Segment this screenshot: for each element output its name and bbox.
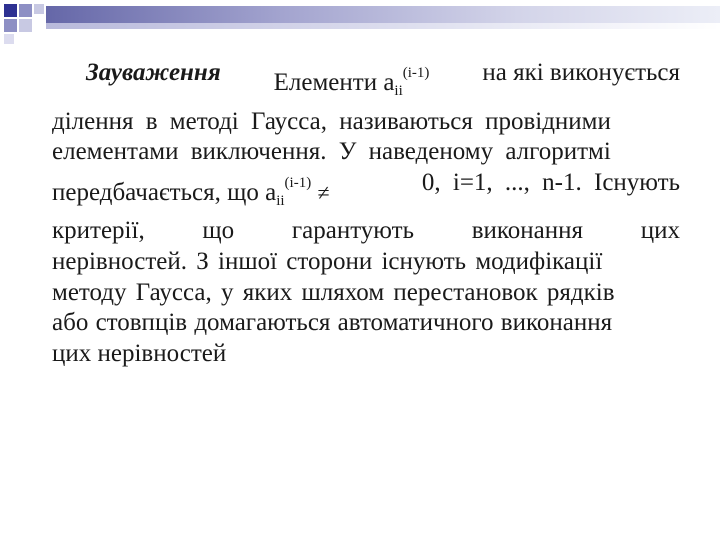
word: критерії,: [52, 217, 145, 245]
text-line: методу Гаусса, у яких шляхом перестановок рядків: [52, 278, 615, 306]
line4-tail: 0, i=1, ..., n-1. Існують: [421, 168, 680, 196]
header-gradient-band: [46, 23, 720, 29]
note-paragraph: [52, 58, 680, 369]
lead-word: Зауваження: [86, 59, 221, 86]
deco-square: [34, 4, 44, 14]
text-line: або стовпців домагаються автоматичного виконання: [52, 309, 613, 337]
line1-tail: на які виконується: [482, 59, 680, 86]
text-line: [52, 58, 680, 107]
not-equal-symbol: ≠: [317, 179, 330, 205]
text-line: нерівностей. З іншої сторони існують модифікації: [52, 247, 603, 275]
text-line: ділення в методі Гаусса, називаються провідними: [52, 107, 611, 135]
text-line: [52, 216, 680, 247]
text-line: цих нерівностей: [52, 339, 227, 367]
word: що: [202, 217, 235, 245]
word: цих: [640, 217, 680, 245]
deco-square: [4, 34, 14, 44]
deco-square: [4, 4, 17, 17]
decorative-header: [0, 0, 720, 45]
deco-square: [4, 19, 17, 32]
deco-square: [19, 19, 32, 32]
line1-formula: Елементи $a_{ii}^{(i-1)}$: [273, 65, 430, 99]
word: виконання: [471, 217, 583, 245]
line4-formula: передбачається, що $a_{ii}^{(i-1)}$ ≠: [52, 174, 330, 209]
text-line: елементами виключення. У наведеному алгоритмі: [52, 138, 611, 166]
deco-square: [19, 4, 32, 17]
word: гарантують: [291, 217, 414, 245]
text-line: [52, 168, 680, 217]
header-gradient-band: [46, 6, 720, 23]
